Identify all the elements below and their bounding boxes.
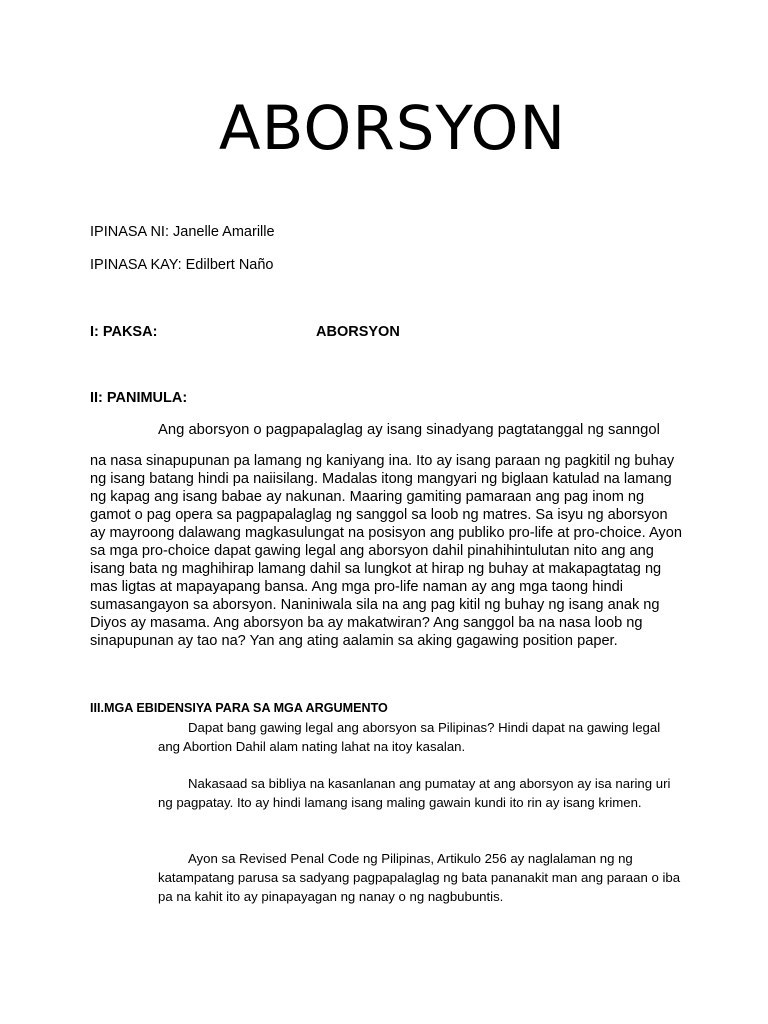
panimula-first-line: Ang aborsyon o pagpapalaglag ay isang sinadyang pagtatanggal ng sanngol — [158, 422, 660, 438]
submitted-by: IPINASA NI: Janelle Amarille — [90, 224, 275, 240]
argument-paragraph: Nakasaad sa bibliya na kasanlanan ang pumatay at ang aborsyon ay isa naring uri ng pagpatay. Ito ay hindi lamang isang maling gawain kundi ito rin ay isang krimen. — [158, 776, 671, 810]
document-title: ABORSYON — [218, 93, 567, 164]
paksa-value: ABORSYON — [316, 324, 400, 340]
ebidensiya-heading: III.MGA EBIDENSIYA PARA SA MGA ARGUMENTO — [90, 701, 388, 715]
panimula-body: na nasa sinapupunan pa lamang ng kaniyang ina. Ito ay isang paraan ng pagkitil ng buhay ng isang batang hindi pa naiisilang. Madalas itong mangyari ng biglaan katulad na lamang ng kapag ang isang babae ay nakunan. Maaring gamiting pamaraan ang pag inom ng gamot o pag opera sa pagpapalaglag ng sanggol sa loob ng matres. Sa isyu ng aborsyon ay mayroong dalawang magkasulungat na posisyon ang publiko pro-life at pro-choice. Ayon sa mga pro-choice dapat gawing legal ang aborsyon dahil pinahihintulutan nito ang ang isang bata ng maghihirap lamang dahil sa lungkot at hirap ng buhay at makapagtatag ng mas ligtas at mapayapang bansa. Ang mga pro-life naman ay ang mga taong hindi sumasangayon sa aborsyon. Naniniwala sila na ang pag kitil ng buhay ng isang anak ng Diyos ay masama. Ang aborsyon ba ay makatwiran? Ang sanggol ba na nasa loob ng sinapupunan ay tao na? Yan ang ating aalamin sa aking gagawing position paper. — [90, 453, 682, 649]
paksa-heading: I: PAKSA: — [90, 324, 158, 340]
panimula-heading: II: PANIMULA: — [90, 390, 188, 406]
submitted-to: IPINASA KAY: Edilbert Naño — [90, 257, 274, 273]
argument-paragraph: Ayon sa Revised Penal Code ng Pilipinas, Artikulo 256 ay naglalaman ng ng katampatang parusa sa sadyang pagpapalaglag ng bata pananakit man ang paraan o iba pa na kahit ito ay pinapayagan ng nanay o ng nagbubuntis. — [158, 851, 681, 904]
argument-paragraph: Dapat bang gawing legal ang aborsyon sa Pilipinas? Hindi dapat na gawing legal ang Abortion Dahil alam nating lahat na itoy kasalan. — [158, 720, 661, 754]
